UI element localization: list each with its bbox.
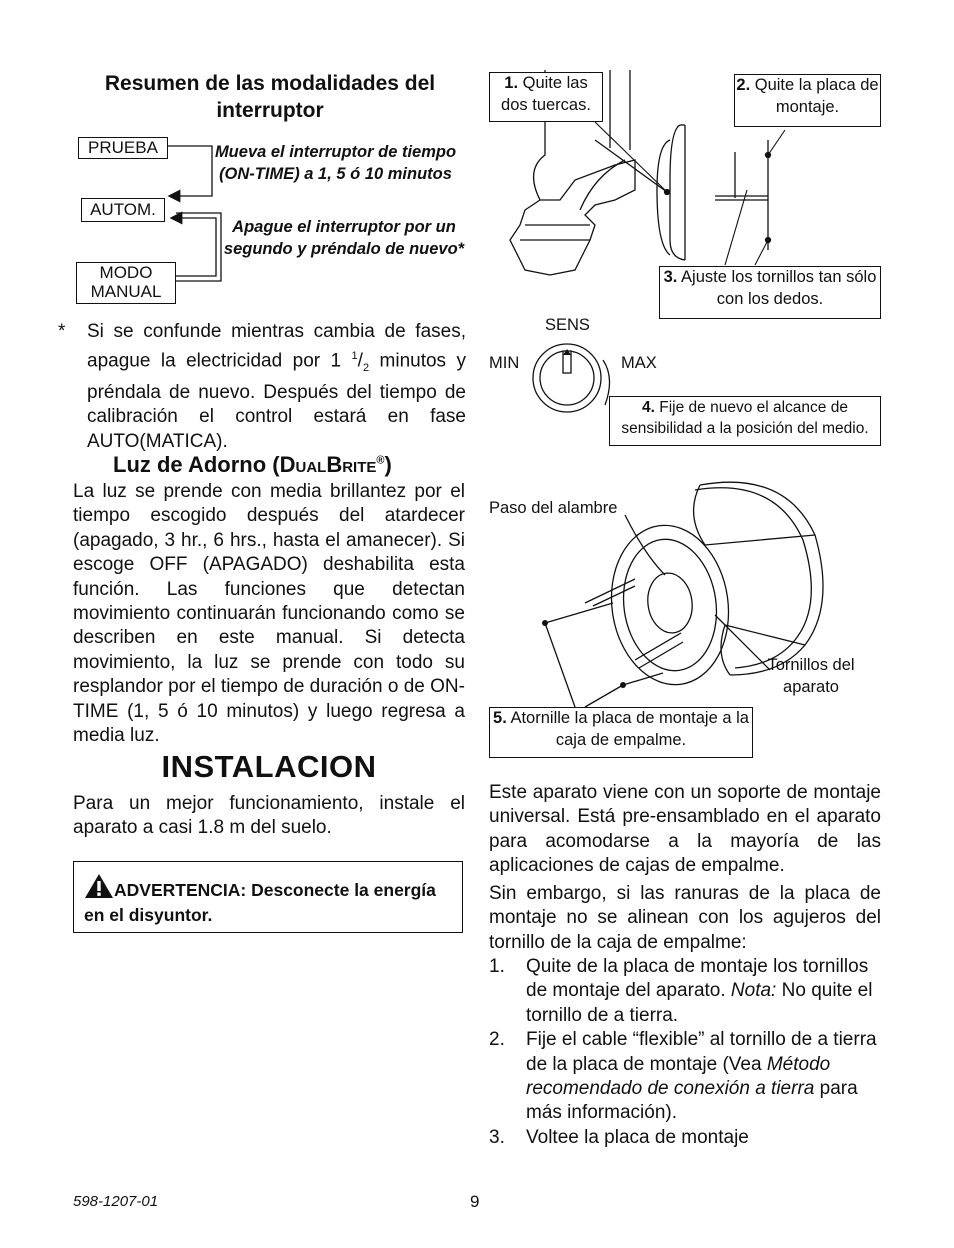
heading-part: ) [384,452,392,477]
callout-1 [489,72,603,122]
callout-num: 2. [736,76,751,94]
install-steps [489,955,881,1150]
step-text: para más información). [526,1078,858,1124]
callout-3 [659,266,881,319]
step-text: Voltee la placa de montaje [526,1126,749,1148]
section-heading-resumen: Resumen de las modalidades del interruptor [104,72,436,122]
mode-label: AUTOM. [90,200,156,219]
heading-part: D [279,452,296,477]
step-text: Fije el cable “flexible” al tornillo de a tierra de la placa de montaje (Vea [526,1029,877,1075]
mode-label: PRUEBA [88,138,158,157]
section-heading-luz [113,452,392,478]
footnote-star: * [58,321,66,342]
footnote-text: minutos y préndala de nuevo. Después del tiempo de calibración el control estará en fase AUTO(MATICA). [87,350,466,452]
step-item [489,1126,881,1150]
instalacion-body: Para un mejor funcionamiento, instale el aparato a casi 1.8 m del suelo. [73,793,465,839]
right-paragraph-2: Sin embargo, si las ranuras de la placa de montaje no se alinean con los agujeros del tornillo de la caja de empalme: [489,883,881,953]
instruction-apague: Apague el interruptor por un segundo y préndalo de nuevo* [223,218,465,258]
max-label: MAX [621,354,657,372]
callout-num: 3. [663,268,678,286]
wire-path-label: Paso del alambre [489,499,618,517]
section-heading-instalacion: INSTALACION [161,749,377,784]
min-label: MIN [489,354,520,372]
heading-part: RITE [342,459,377,476]
warning-icon [84,873,114,899]
warning-text: ADVERTENCIA: Desconecte la energía en el disyuntor. [84,880,436,925]
callout-num: 1. [504,74,519,92]
step-item [489,955,881,1028]
fixture-screws-label: Tornillos del aparato [767,656,855,696]
step-number: 3. [489,1126,505,1148]
callout-5 [489,707,753,758]
callout-4 [609,396,881,446]
warning-box [73,861,463,933]
callout-text: Fije de nuevo el alcance de sensibilidad a la posición del medio. [621,399,869,437]
sens-label: SENS [545,316,590,334]
step-number: 1. [489,956,505,977]
callout-2 [734,74,881,127]
callout-text: Atornille la placa de montaje a la caja de empalme. [506,709,749,749]
callout-num: 4. [642,399,655,416]
registered-mark: ® [376,454,385,467]
heading-part: B [326,452,343,477]
luz-body: La luz se prende con media brillantez por el tiempo escogido después del atardecer (apagado, 3 hr., 6 hrs., hasta el amanecer). Si escoge OFF (APAGADO) deshabilita esta función. Las funciones que detectan movimiento continuarán funcionando como se describen en este manual. Si detecta movimiento, la luz se prende con todo su resplandor por el tiempo de duración o de ON-TIME (1, 5 ó 10 minutos) y luego regresa a media luz. [73,481,465,747]
step-text: No quite el tornillo de a tierra. [526,980,873,1026]
step-number: 2. [489,1029,505,1051]
instruction-on-time: Mueva el interruptor de tiempo (ON-TIME) a 1, 5 ó 10 minutos [214,143,457,183]
step-item [489,1028,881,1126]
fraction-num: 1 [351,350,358,363]
callout-text: Ajuste los tornillos tan sólo con los dedos. [677,268,877,308]
callout-num: 5. [493,709,507,727]
page-number: 9 [470,1192,480,1211]
step-text-italic: Método recomendado de conexión a tierra [526,1053,831,1100]
fraction-den: 2 [362,362,370,375]
callout-text: Quite la placa de montaje. [750,76,879,116]
footnote [58,320,466,454]
mode-box-prueba [78,137,168,159]
heading-part: UAL [295,459,327,476]
mode-label: MANUAL [90,282,162,301]
heading-part: Luz de Adorno ( [113,452,280,477]
fraction-slash: / [357,350,363,372]
step-text: Quite de la placa de montaje los tornillos de montaje del aparato. [526,956,869,1002]
right-paragraph-1: Este aparato viene con un soporte de montaje universal. Está pre-ensamblado en el aparato para acomodarse a la mayoría de las aplicaciones de cajas de empalme. [489,782,881,877]
step-text-italic: Nota: [730,980,777,1002]
footnote-text: Si se confunde mientras cambia de fases, apague la electricidad por 1 [87,321,466,372]
callout-text: Quite las dos tuercas. [501,74,591,114]
mode-box-autom [81,198,165,222]
document-number: 598-1207-01 [73,1193,159,1210]
mode-label: MODO [99,263,153,282]
